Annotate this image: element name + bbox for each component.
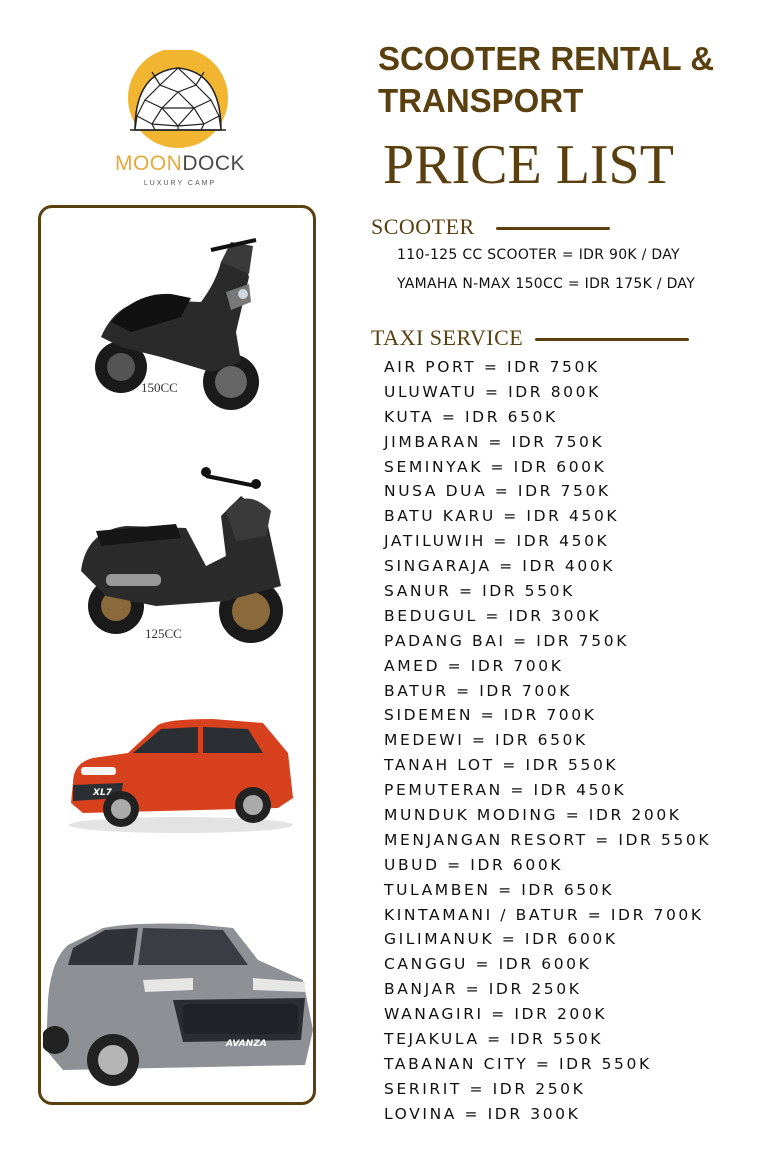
taxi-price-item: GILIMANUK = IDR 600K — [384, 930, 618, 949]
scooter-heading-divider — [496, 227, 610, 230]
xl7-badge: XL7 — [93, 788, 112, 798]
taxi-price-item: MENJANGAN RESORT = IDR 550K — [384, 830, 712, 849]
taxi-price-item: MEDEWI = IDR 650K — [384, 731, 588, 750]
taxi-price-item: AIR PORT = IDR 750K — [384, 358, 600, 376]
scooter-section-heading: SCOOTER — [371, 214, 475, 239]
taxi-price-item: CANGGU = IDR 600K — [384, 955, 592, 974]
taxi-price-item: JIMBARAN = IDR 750K — [384, 432, 605, 451]
vehicle-panel — [38, 205, 316, 1105]
taxi-price-item: PADANG BAI = IDR 750K — [384, 631, 629, 650]
taxi-price-item: SIDEMEN = IDR 700K — [384, 706, 597, 725]
toyota-avanza-image — [43, 920, 315, 1095]
page-title — [378, 38, 758, 122]
taxi-price-item: JATILUWIH = IDR 450K — [384, 532, 610, 551]
taxi-price-item: SANUR = IDR 550K — [384, 582, 575, 601]
taxi-price-item: BATU KARU = IDR 450K — [384, 507, 620, 526]
brand-logo — [100, 50, 260, 195]
brand-name-part2: DOCK — [182, 152, 245, 175]
scooter-125-caption: 125CC — [145, 626, 182, 641]
title-line-1: SCOOTER RENTAL & — [378, 40, 715, 77]
taxi-price-item: TEJAKULA = IDR 550K — [384, 1030, 604, 1049]
brand-name-part1: MOON — [114, 152, 183, 175]
taxi-price-item: KUTA = IDR 650K — [384, 407, 558, 426]
taxi-price-item: BANJAR = IDR 250K — [384, 980, 582, 999]
price-list-subtitle: PRICE LIST — [383, 134, 674, 196]
taxi-price-item: BATUR = IDR 700K — [384, 681, 573, 700]
taxi-price-item: MUNDUK MODING = IDR 200K — [384, 806, 682, 825]
taxi-price-item: SINGARAJA = IDR 400K — [384, 557, 616, 576]
taxi-price-item: ULUWATU = IDR 800K — [384, 382, 601, 401]
avanza-badge: AVANZA — [226, 1039, 267, 1049]
taxi-price-item: TULAMBEN = IDR 650K — [384, 880, 614, 899]
taxi-price-item: SEMINYAK = IDR 600K — [384, 457, 607, 476]
geodesic-dome-logo-icon — [100, 50, 260, 155]
brand-tagline: LUXURY CAMP — [143, 180, 217, 187]
taxi-price-item: BEDUGUL = IDR 300K — [384, 606, 602, 625]
taxi-price-item: TABANAN CITY = IDR 550K — [384, 1054, 652, 1073]
taxi-price-item: SERIRIT = IDR 250K — [384, 1079, 586, 1098]
title-line-2: TRANSPORT — [378, 82, 584, 119]
taxi-heading-divider — [535, 338, 689, 341]
taxi-section-heading: TAXI SERVICE — [371, 325, 524, 350]
taxi-price-item: NUSA DUA = IDR 750K — [384, 482, 611, 501]
taxi-price-item: KINTAMANI / BATUR = IDR 700K — [384, 905, 704, 924]
scooter-price-item: YAMAHA N-MAX 150CC = IDR 175K / DAY — [397, 276, 696, 292]
taxi-price-item: UBUD = IDR 600K — [384, 855, 564, 874]
suzuki-xl7-image — [63, 713, 298, 838]
taxi-price-item: AMED = IDR 700K — [384, 656, 564, 675]
taxi-price-item: PEMUTERAN = IDR 450K — [384, 781, 627, 800]
taxi-price-item: WANAGIRI = IDR 200K — [384, 1005, 608, 1024]
taxi-price-list — [384, 355, 764, 1127]
brand-name — [100, 152, 260, 176]
scooter-price-item: 110-125 CC SCOOTER = IDR 90K / DAY — [397, 247, 680, 263]
scooter-150-caption: 150CC — [141, 380, 178, 395]
taxi-price-item: LOVINA = IDR 300K — [384, 1104, 581, 1123]
taxi-price-item: TANAH LOT = IDR 550K — [384, 756, 619, 775]
